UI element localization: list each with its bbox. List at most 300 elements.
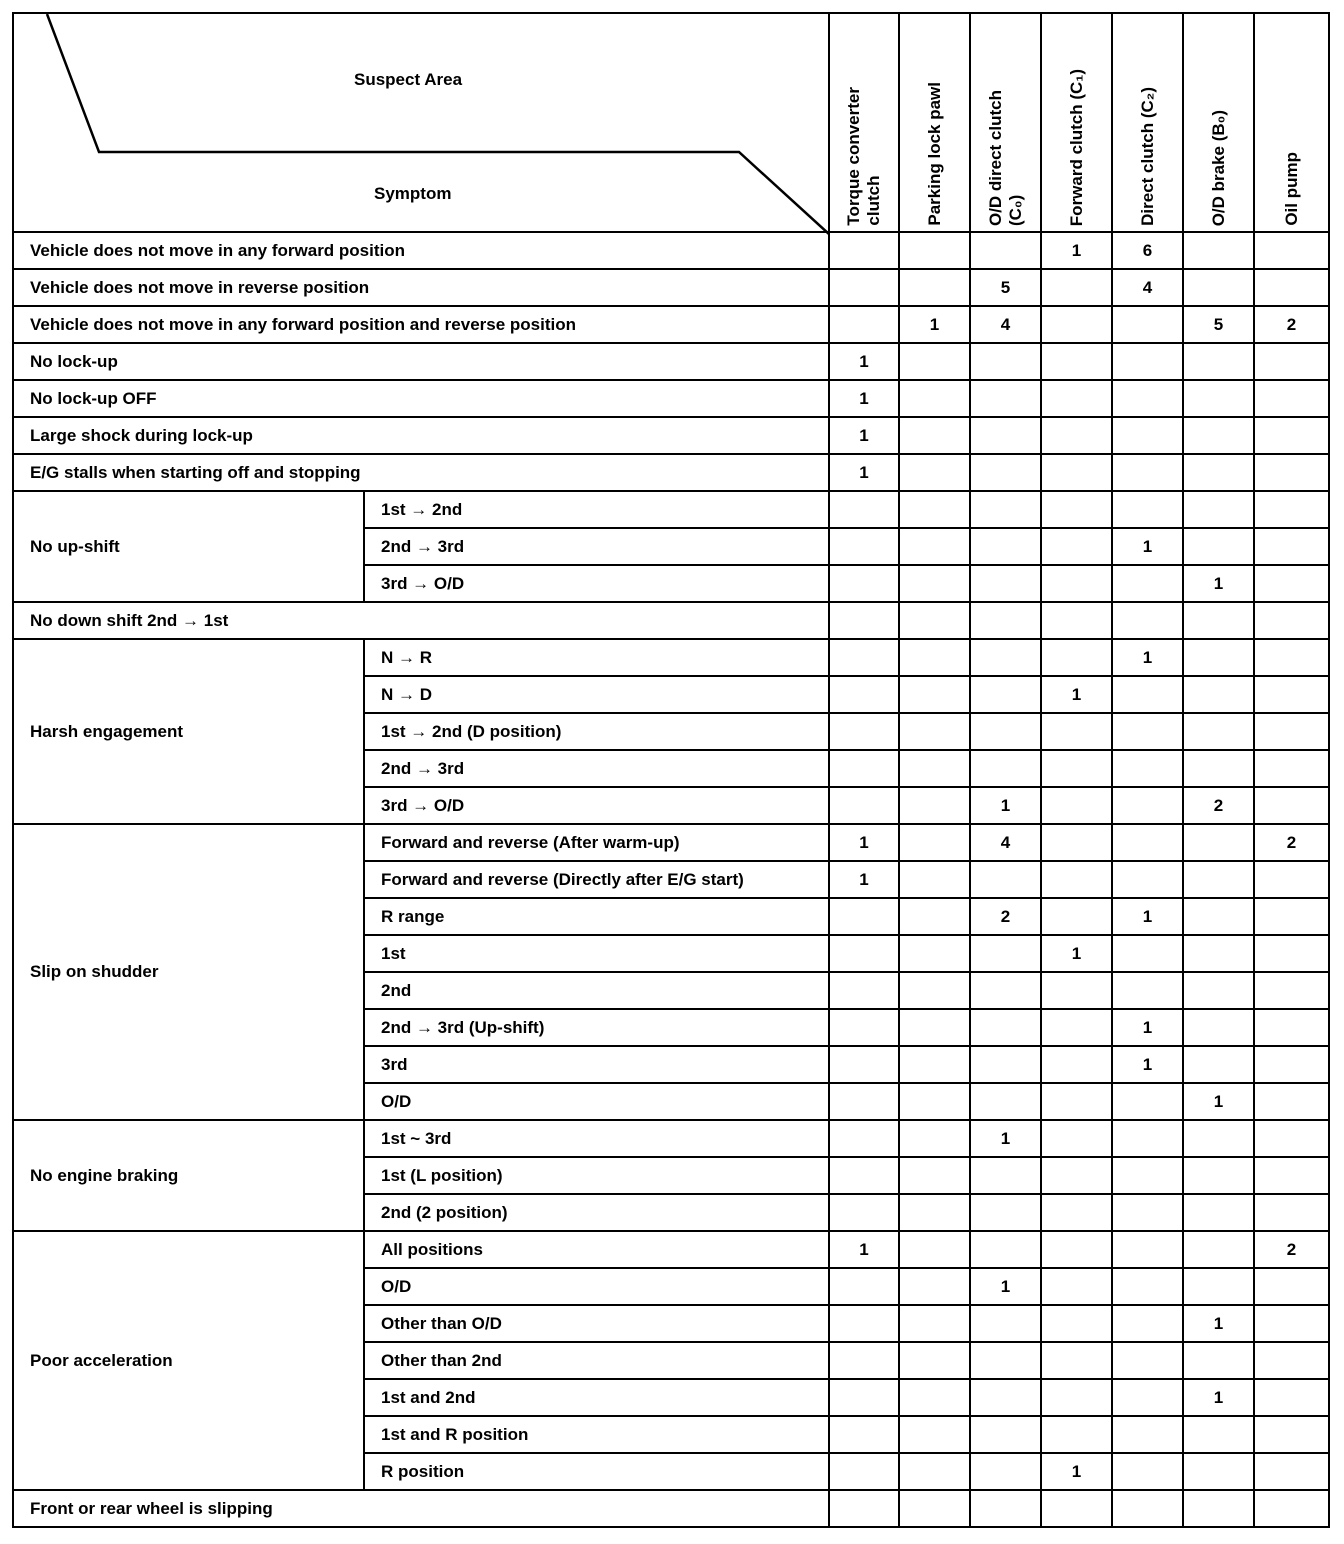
- priority-cell-od-direct-clutch: [970, 602, 1041, 639]
- column-header-label: Parking lock pawl: [924, 82, 944, 226]
- priority-cell-parking-lock-pawl: [899, 972, 970, 1009]
- priority-cell-torque-converter-clutch: 1: [829, 343, 899, 380]
- priority-cell-torque-converter-clutch: [829, 787, 899, 824]
- priority-cell-torque-converter-clutch: [829, 602, 899, 639]
- priority-cell-direct-clutch: [1112, 1194, 1183, 1231]
- priority-cell-od-brake: [1183, 343, 1254, 380]
- priority-cell-od-direct-clutch: [970, 1453, 1041, 1490]
- priority-cell-od-direct-clutch: 5: [970, 269, 1041, 306]
- priority-cell-od-direct-clutch: [970, 935, 1041, 972]
- priority-cell-forward-clutch: [1041, 1231, 1112, 1268]
- priority-cell-od-brake: [1183, 1009, 1254, 1046]
- priority-cell-torque-converter-clutch: [829, 565, 899, 602]
- priority-cell-parking-lock-pawl: [899, 602, 970, 639]
- table-row: [13, 417, 1329, 454]
- priority-cell-oil-pump: [1254, 750, 1329, 787]
- priority-cell-od-brake: [1183, 1231, 1254, 1268]
- priority-cell-direct-clutch: [1112, 824, 1183, 861]
- priority-cell-parking-lock-pawl: [899, 417, 970, 454]
- priority-cell-torque-converter-clutch: [829, 1009, 899, 1046]
- priority-cell-parking-lock-pawl: [899, 1046, 970, 1083]
- condition-cell: O/D: [364, 1083, 829, 1120]
- priority-cell-od-direct-clutch: [970, 565, 1041, 602]
- priority-cell-direct-clutch: 1: [1112, 1009, 1183, 1046]
- priority-cell-od-direct-clutch: 1: [970, 787, 1041, 824]
- symptom-cell: Large shock during lock-up: [13, 417, 829, 454]
- priority-cell-parking-lock-pawl: [899, 1120, 970, 1157]
- priority-cell-od-direct-clutch: 4: [970, 824, 1041, 861]
- symptom-cell: No engine braking: [13, 1120, 364, 1231]
- priority-cell-oil-pump: [1254, 380, 1329, 417]
- priority-cell-od-direct-clutch: [970, 1416, 1041, 1453]
- priority-cell-direct-clutch: [1112, 343, 1183, 380]
- priority-cell-direct-clutch: [1112, 861, 1183, 898]
- priority-cell-forward-clutch: [1041, 824, 1112, 861]
- condition-cell: 1st: [364, 935, 829, 972]
- priority-cell-oil-pump: 2: [1254, 1231, 1329, 1268]
- priority-cell-direct-clutch: [1112, 380, 1183, 417]
- priority-cell-oil-pump: [1254, 454, 1329, 491]
- priority-cell-od-brake: [1183, 1453, 1254, 1490]
- condition-cell: 1st ~ 3rd: [364, 1120, 829, 1157]
- priority-cell-od-direct-clutch: [970, 417, 1041, 454]
- priority-cell-forward-clutch: [1041, 454, 1112, 491]
- priority-cell-od-brake: [1183, 713, 1254, 750]
- priority-cell-od-brake: [1183, 1157, 1254, 1194]
- diagnosis-matrix-table: [12, 12, 1330, 1528]
- priority-cell-forward-clutch: 1: [1041, 1453, 1112, 1490]
- priority-cell-parking-lock-pawl: [899, 454, 970, 491]
- priority-cell-parking-lock-pawl: [899, 1379, 970, 1416]
- priority-cell-parking-lock-pawl: [899, 380, 970, 417]
- priority-cell-torque-converter-clutch: [829, 676, 899, 713]
- priority-cell-oil-pump: [1254, 1194, 1329, 1231]
- condition-cell: N → D: [364, 676, 829, 713]
- condition-cell: R position: [364, 1453, 829, 1490]
- column-header-parking-lock-pawl: [899, 13, 970, 232]
- condition-cell: 3rd: [364, 1046, 829, 1083]
- priority-cell-torque-converter-clutch: [829, 232, 899, 269]
- priority-cell-od-direct-clutch: 4: [970, 306, 1041, 343]
- priority-cell-direct-clutch: [1112, 491, 1183, 528]
- priority-cell-od-brake: [1183, 935, 1254, 972]
- priority-cell-forward-clutch: [1041, 528, 1112, 565]
- priority-cell-forward-clutch: [1041, 417, 1112, 454]
- priority-cell-direct-clutch: [1112, 1453, 1183, 1490]
- priority-cell-parking-lock-pawl: [899, 676, 970, 713]
- priority-cell-od-brake: [1183, 1046, 1254, 1083]
- priority-cell-oil-pump: [1254, 232, 1329, 269]
- priority-cell-od-brake: [1183, 676, 1254, 713]
- priority-cell-torque-converter-clutch: [829, 1342, 899, 1379]
- priority-cell-forward-clutch: [1041, 380, 1112, 417]
- symptom-cell: Harsh engagement: [13, 639, 364, 824]
- priority-cell-od-brake: [1183, 528, 1254, 565]
- priority-cell-oil-pump: [1254, 1083, 1329, 1120]
- priority-cell-direct-clutch: [1112, 1083, 1183, 1120]
- priority-cell-parking-lock-pawl: [899, 232, 970, 269]
- symptom-cell: No down shift 2nd → 1st: [13, 602, 829, 639]
- table-body: [13, 232, 1329, 1527]
- priority-cell-forward-clutch: [1041, 1490, 1112, 1527]
- priority-cell-forward-clutch: [1041, 1194, 1112, 1231]
- symptom-cell: Vehicle does not move in reverse position: [13, 269, 829, 306]
- priority-cell-od-brake: [1183, 1268, 1254, 1305]
- priority-cell-oil-pump: [1254, 1305, 1329, 1342]
- symptom-cell: Slip on shudder: [13, 824, 364, 1120]
- priority-cell-direct-clutch: [1112, 565, 1183, 602]
- priority-cell-parking-lock-pawl: [899, 1490, 970, 1527]
- priority-cell-oil-pump: [1254, 1490, 1329, 1527]
- priority-cell-oil-pump: [1254, 1120, 1329, 1157]
- priority-cell-direct-clutch: [1112, 1157, 1183, 1194]
- priority-cell-torque-converter-clutch: [829, 898, 899, 935]
- priority-cell-parking-lock-pawl: [899, 1453, 970, 1490]
- priority-cell-torque-converter-clutch: [829, 1268, 899, 1305]
- priority-cell-parking-lock-pawl: [899, 1231, 970, 1268]
- priority-cell-od-direct-clutch: 2: [970, 898, 1041, 935]
- priority-cell-torque-converter-clutch: [829, 306, 899, 343]
- priority-cell-od-direct-clutch: [970, 1009, 1041, 1046]
- priority-cell-oil-pump: [1254, 676, 1329, 713]
- priority-cell-od-brake: 5: [1183, 306, 1254, 343]
- priority-cell-direct-clutch: [1112, 1416, 1183, 1453]
- priority-cell-parking-lock-pawl: [899, 713, 970, 750]
- priority-cell-torque-converter-clutch: [829, 1453, 899, 1490]
- priority-cell-oil-pump: [1254, 713, 1329, 750]
- priority-cell-od-direct-clutch: [970, 1194, 1041, 1231]
- priority-cell-od-brake: [1183, 1194, 1254, 1231]
- priority-cell-oil-pump: [1254, 1453, 1329, 1490]
- priority-cell-direct-clutch: [1112, 676, 1183, 713]
- priority-cell-od-direct-clutch: [970, 380, 1041, 417]
- priority-cell-od-brake: [1183, 1490, 1254, 1527]
- priority-cell-direct-clutch: [1112, 935, 1183, 972]
- priority-cell-od-direct-clutch: [970, 1490, 1041, 1527]
- column-header-torque-converter-clutch: [829, 13, 899, 232]
- priority-cell-oil-pump: [1254, 528, 1329, 565]
- priority-cell-oil-pump: [1254, 343, 1329, 380]
- priority-cell-parking-lock-pawl: [899, 1009, 970, 1046]
- priority-cell-torque-converter-clutch: [829, 528, 899, 565]
- condition-cell: All positions: [364, 1231, 829, 1268]
- priority-cell-od-direct-clutch: [970, 1046, 1041, 1083]
- priority-cell-torque-converter-clutch: [829, 972, 899, 1009]
- priority-cell-oil-pump: [1254, 491, 1329, 528]
- column-header-od-direct-clutch: [970, 13, 1041, 232]
- priority-cell-torque-converter-clutch: 1: [829, 1231, 899, 1268]
- priority-cell-oil-pump: [1254, 1416, 1329, 1453]
- symptom-cell: No lock-up: [13, 343, 829, 380]
- condition-cell: 1st → 2nd: [364, 491, 829, 528]
- priority-cell-torque-converter-clutch: [829, 1046, 899, 1083]
- table-row: [13, 380, 1329, 417]
- priority-cell-od-brake: [1183, 1342, 1254, 1379]
- priority-cell-od-direct-clutch: [970, 1157, 1041, 1194]
- priority-cell-od-brake: 1: [1183, 1083, 1254, 1120]
- symptom-label: Symptom: [374, 184, 452, 203]
- priority-cell-od-direct-clutch: [970, 713, 1041, 750]
- priority-cell-oil-pump: [1254, 269, 1329, 306]
- priority-cell-forward-clutch: [1041, 898, 1112, 935]
- priority-cell-oil-pump: [1254, 861, 1329, 898]
- priority-cell-torque-converter-clutch: 1: [829, 417, 899, 454]
- suspect-area-label: Suspect Area: [354, 70, 463, 89]
- condition-cell: Forward and reverse (After warm-up): [364, 824, 829, 861]
- priority-cell-torque-converter-clutch: 1: [829, 454, 899, 491]
- priority-cell-oil-pump: [1254, 565, 1329, 602]
- priority-cell-forward-clutch: 1: [1041, 676, 1112, 713]
- priority-cell-parking-lock-pawl: [899, 824, 970, 861]
- priority-cell-parking-lock-pawl: [899, 528, 970, 565]
- priority-cell-od-brake: 1: [1183, 565, 1254, 602]
- priority-cell-torque-converter-clutch: [829, 713, 899, 750]
- symptom-cell: E/G stalls when starting off and stopping: [13, 454, 829, 491]
- priority-cell-forward-clutch: [1041, 269, 1112, 306]
- priority-cell-parking-lock-pawl: [899, 898, 970, 935]
- priority-cell-forward-clutch: [1041, 1305, 1112, 1342]
- priority-cell-torque-converter-clutch: [829, 1305, 899, 1342]
- priority-cell-direct-clutch: 1: [1112, 898, 1183, 935]
- column-header-label: O/D direct clutch (C₀): [985, 89, 1025, 226]
- condition-cell: 2nd (2 position): [364, 1194, 829, 1231]
- priority-cell-direct-clutch: [1112, 1342, 1183, 1379]
- priority-cell-forward-clutch: [1041, 1120, 1112, 1157]
- priority-cell-oil-pump: [1254, 787, 1329, 824]
- table-row: [13, 602, 1329, 639]
- column-header-label: O/D brake (B₀): [1208, 109, 1228, 226]
- column-header-direct-clutch: [1112, 13, 1183, 232]
- priority-cell-forward-clutch: [1041, 1379, 1112, 1416]
- priority-cell-od-brake: [1183, 1416, 1254, 1453]
- priority-cell-od-brake: [1183, 491, 1254, 528]
- priority-cell-parking-lock-pawl: [899, 1342, 970, 1379]
- condition-cell: 3rd → O/D: [364, 565, 829, 602]
- condition-cell: Forward and reverse (Directly after E/G start): [364, 861, 829, 898]
- priority-cell-od-direct-clutch: [970, 454, 1041, 491]
- column-header-label: Torque converter clutch: [844, 87, 883, 226]
- priority-cell-torque-converter-clutch: [829, 1194, 899, 1231]
- priority-cell-od-brake: [1183, 898, 1254, 935]
- priority-cell-oil-pump: [1254, 898, 1329, 935]
- table-row: [13, 343, 1329, 380]
- priority-cell-oil-pump: [1254, 417, 1329, 454]
- priority-cell-torque-converter-clutch: [829, 1416, 899, 1453]
- priority-cell-forward-clutch: [1041, 1342, 1112, 1379]
- priority-cell-forward-clutch: [1041, 491, 1112, 528]
- priority-cell-parking-lock-pawl: [899, 269, 970, 306]
- priority-cell-oil-pump: [1254, 1379, 1329, 1416]
- column-header-label: Direct clutch (C₂): [1137, 87, 1157, 226]
- priority-cell-direct-clutch: [1112, 1490, 1183, 1527]
- priority-cell-forward-clutch: [1041, 713, 1112, 750]
- column-header-forward-clutch: [1041, 13, 1112, 232]
- priority-cell-forward-clutch: [1041, 1083, 1112, 1120]
- priority-cell-od-direct-clutch: [970, 972, 1041, 1009]
- column-header-od-brake: [1183, 13, 1254, 232]
- condition-cell: N → R: [364, 639, 829, 676]
- priority-cell-od-direct-clutch: [970, 861, 1041, 898]
- symptom-cell: Vehicle does not move in any forward position and reverse position: [13, 306, 829, 343]
- column-header-oil-pump: [1254, 13, 1329, 232]
- priority-cell-forward-clutch: [1041, 1157, 1112, 1194]
- priority-cell-direct-clutch: [1112, 602, 1183, 639]
- priority-cell-parking-lock-pawl: [899, 1268, 970, 1305]
- priority-cell-torque-converter-clutch: [829, 1379, 899, 1416]
- priority-cell-od-brake: [1183, 861, 1254, 898]
- priority-cell-parking-lock-pawl: [899, 935, 970, 972]
- priority-cell-direct-clutch: [1112, 417, 1183, 454]
- symptom-cell: No lock-up OFF: [13, 380, 829, 417]
- priority-cell-od-direct-clutch: [970, 491, 1041, 528]
- priority-cell-oil-pump: [1254, 1046, 1329, 1083]
- priority-cell-forward-clutch: [1041, 343, 1112, 380]
- priority-cell-parking-lock-pawl: [899, 750, 970, 787]
- condition-cell: 2nd: [364, 972, 829, 1009]
- priority-cell-forward-clutch: [1041, 639, 1112, 676]
- priority-cell-torque-converter-clutch: [829, 750, 899, 787]
- priority-cell-od-direct-clutch: [970, 1342, 1041, 1379]
- priority-cell-torque-converter-clutch: [829, 1157, 899, 1194]
- condition-cell: 2nd → 3rd: [364, 528, 829, 565]
- priority-cell-direct-clutch: 6: [1112, 232, 1183, 269]
- condition-cell: 2nd → 3rd (Up-shift): [364, 1009, 829, 1046]
- priority-cell-direct-clutch: [1112, 306, 1183, 343]
- priority-cell-oil-pump: [1254, 639, 1329, 676]
- priority-cell-direct-clutch: [1112, 750, 1183, 787]
- priority-cell-forward-clutch: [1041, 861, 1112, 898]
- priority-cell-oil-pump: [1254, 1157, 1329, 1194]
- priority-cell-direct-clutch: 4: [1112, 269, 1183, 306]
- priority-cell-parking-lock-pawl: [899, 1157, 970, 1194]
- priority-cell-od-direct-clutch: [970, 528, 1041, 565]
- priority-cell-od-brake: [1183, 824, 1254, 861]
- symptom-cell: Poor acceleration: [13, 1231, 364, 1490]
- column-header-label: Oil pump: [1281, 152, 1301, 226]
- table-row: [13, 269, 1329, 306]
- column-header-label: Forward clutch (C₁): [1066, 68, 1086, 226]
- priority-cell-parking-lock-pawl: [899, 787, 970, 824]
- table-row: [13, 1490, 1329, 1527]
- priority-cell-parking-lock-pawl: [899, 639, 970, 676]
- priority-cell-parking-lock-pawl: [899, 343, 970, 380]
- priority-cell-parking-lock-pawl: [899, 1305, 970, 1342]
- priority-cell-od-direct-clutch: [970, 1305, 1041, 1342]
- priority-cell-od-brake: [1183, 269, 1254, 306]
- symptom-cell: No up-shift: [13, 491, 364, 602]
- priority-cell-torque-converter-clutch: 1: [829, 380, 899, 417]
- priority-cell-oil-pump: 2: [1254, 306, 1329, 343]
- priority-cell-forward-clutch: [1041, 602, 1112, 639]
- condition-cell: O/D: [364, 1268, 829, 1305]
- condition-cell: 1st and 2nd: [364, 1379, 829, 1416]
- priority-cell-od-brake: [1183, 417, 1254, 454]
- condition-cell: Other than 2nd: [364, 1342, 829, 1379]
- priority-cell-forward-clutch: [1041, 1268, 1112, 1305]
- priority-cell-torque-converter-clutch: [829, 1083, 899, 1120]
- priority-cell-od-direct-clutch: [970, 676, 1041, 713]
- priority-cell-od-direct-clutch: 1: [970, 1268, 1041, 1305]
- priority-cell-direct-clutch: [1112, 1379, 1183, 1416]
- priority-cell-parking-lock-pawl: [899, 1194, 970, 1231]
- priority-cell-direct-clutch: 1: [1112, 639, 1183, 676]
- priority-cell-torque-converter-clutch: [829, 269, 899, 306]
- priority-cell-od-brake: 1: [1183, 1379, 1254, 1416]
- table-row: [13, 1231, 1329, 1268]
- priority-cell-torque-converter-clutch: [829, 1120, 899, 1157]
- table-row: [13, 824, 1329, 861]
- priority-cell-od-brake: [1183, 380, 1254, 417]
- priority-cell-od-brake: 1: [1183, 1305, 1254, 1342]
- priority-cell-parking-lock-pawl: [899, 1083, 970, 1120]
- priority-cell-torque-converter-clutch: [829, 935, 899, 972]
- priority-cell-od-direct-clutch: [970, 343, 1041, 380]
- condition-cell: 1st → 2nd (D position): [364, 713, 829, 750]
- priority-cell-forward-clutch: [1041, 787, 1112, 824]
- priority-cell-od-brake: [1183, 454, 1254, 491]
- condition-cell: 3rd → O/D: [364, 787, 829, 824]
- priority-cell-od-direct-clutch: [970, 232, 1041, 269]
- priority-cell-od-direct-clutch: [970, 1379, 1041, 1416]
- header-row: [13, 13, 1329, 232]
- condition-cell: 1st (L position): [364, 1157, 829, 1194]
- priority-cell-od-brake: [1183, 602, 1254, 639]
- priority-cell-direct-clutch: [1112, 1231, 1183, 1268]
- priority-cell-torque-converter-clutch: 1: [829, 824, 899, 861]
- priority-cell-od-brake: [1183, 972, 1254, 1009]
- priority-cell-forward-clutch: 1: [1041, 232, 1112, 269]
- priority-cell-od-direct-clutch: [970, 639, 1041, 676]
- priority-cell-forward-clutch: 1: [1041, 935, 1112, 972]
- priority-cell-direct-clutch: [1112, 454, 1183, 491]
- condition-cell: 1st and R position: [364, 1416, 829, 1453]
- table-row: [13, 232, 1329, 269]
- priority-cell-forward-clutch: [1041, 1009, 1112, 1046]
- priority-cell-od-direct-clutch: [970, 1231, 1041, 1268]
- priority-cell-oil-pump: [1254, 1009, 1329, 1046]
- priority-cell-direct-clutch: [1112, 972, 1183, 1009]
- condition-cell: 2nd → 3rd: [364, 750, 829, 787]
- table-row: [13, 454, 1329, 491]
- priority-cell-torque-converter-clutch: 1: [829, 861, 899, 898]
- priority-cell-parking-lock-pawl: 1: [899, 306, 970, 343]
- priority-cell-torque-converter-clutch: [829, 1490, 899, 1527]
- priority-cell-torque-converter-clutch: [829, 491, 899, 528]
- priority-cell-forward-clutch: [1041, 750, 1112, 787]
- priority-cell-forward-clutch: [1041, 1416, 1112, 1453]
- priority-cell-od-brake: [1183, 639, 1254, 676]
- priority-cell-oil-pump: 2: [1254, 824, 1329, 861]
- priority-cell-oil-pump: [1254, 972, 1329, 1009]
- priority-cell-parking-lock-pawl: [899, 1416, 970, 1453]
- priority-cell-parking-lock-pawl: [899, 861, 970, 898]
- priority-cell-od-direct-clutch: [970, 1083, 1041, 1120]
- priority-cell-parking-lock-pawl: [899, 565, 970, 602]
- priority-cell-forward-clutch: [1041, 565, 1112, 602]
- priority-cell-oil-pump: [1254, 1342, 1329, 1379]
- priority-cell-forward-clutch: [1041, 306, 1112, 343]
- priority-cell-direct-clutch: 1: [1112, 528, 1183, 565]
- symptom-cell: Vehicle does not move in any forward position: [13, 232, 829, 269]
- table-row: [13, 491, 1329, 528]
- priority-cell-parking-lock-pawl: [899, 491, 970, 528]
- condition-cell: R range: [364, 898, 829, 935]
- priority-cell-direct-clutch: [1112, 1305, 1183, 1342]
- priority-cell-forward-clutch: [1041, 972, 1112, 1009]
- priority-cell-direct-clutch: [1112, 787, 1183, 824]
- priority-cell-od-brake: [1183, 750, 1254, 787]
- priority-cell-od-brake: [1183, 232, 1254, 269]
